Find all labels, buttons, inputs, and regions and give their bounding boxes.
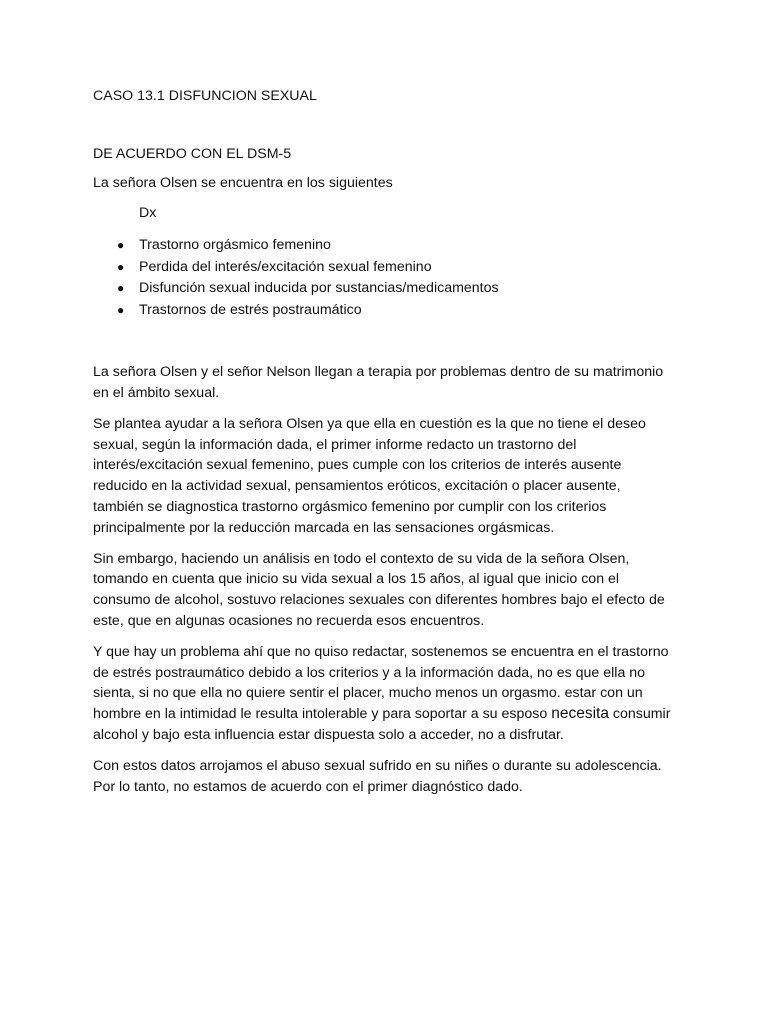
- diagnosis-list: [93, 235, 673, 321]
- diagnosis-text: Perdida del interés/excitación sexual femenino: [139, 258, 432, 275]
- paragraph: Sin embargo, haciendo un análisis en todo el contexto de su vida de la señora Olsen, tomando en cuenta que inicio su vida sexual a los 15 años, al igual que inicio con el consumo de alcohol, sostuvo relaciones sexuales con diferentes hombres bajo el efecto de este, que en algunas ocasiones no recuerda esos encuentros.: [93, 550, 665, 629]
- paragraph-text: consumir alcohol y bajo esta influencia estar dispuesta solo a acceder, no a disfrutar.: [93, 706, 671, 743]
- document-subtitle: DE ACUERDO CON EL DSM-5: [93, 145, 292, 162]
- document-page: [93, 86, 673, 807]
- intro-text: La señora Olsen se encuentra en los siguientes: [93, 174, 393, 191]
- diagnosis-text: Disfunción sexual inducida por sustancias/medicamentos: [139, 280, 499, 297]
- paragraph: [93, 642, 673, 746]
- diagnosis-text: Trastornos de estrés postraumático: [139, 301, 362, 318]
- diagnosis-text: Trastorno orgásmico femenino: [139, 237, 331, 254]
- paragraph-emphasis: necesita: [551, 705, 609, 723]
- paragraph: Se plantea ayudar a la señora Olsen ya que ella en cuestión es la que no tiene el deseo sexual, según la información dada, el primer informe redacto un trastorno del interés/excitación sexual femenino, pues cumple con los criterios de interés ausente reducido en la actividad sexual, pensamientos eróticos, excitación o placer ausente, también se diagnostica trastorno orgásmico femenino por cumplir con los criterios principalmente por la reducción marcada en las sensaciones orgásmicas.: [93, 415, 646, 536]
- bullet-icon: ●: [117, 281, 125, 296]
- bullet-icon: ●: [117, 302, 125, 317]
- document-title: CASO 13.1 DISFUNCION SEXUAL: [93, 88, 317, 104]
- diagnosis-item: [93, 300, 673, 322]
- dx-label: Dx: [139, 205, 157, 222]
- diagnosis-item: [93, 235, 673, 257]
- bullet-icon: ●: [117, 259, 125, 274]
- diagnosis-item: [93, 257, 673, 279]
- bullet-icon: ●: [117, 238, 125, 253]
- paragraph-text: Y que hay un problema ahí que no quiso redactar, sostenemos se encuentra en el trastorno de estrés postraumático debido a los criterios y a la información dada, no es que ella no sienta, si no que ella no quiere sentir el placer, mucho menos un orgasmo. estar con un hombre en la intimidad le resulta intolerable y para soportar a su esposo: [93, 643, 669, 723]
- paragraph: Con estos datos arrojamos el abuso sexual sufrido en su niñes o durante su adolescencia. Por lo tanto, no estamos de acuerdo con el primer diagnóstico dado.: [93, 757, 662, 795]
- diagnosis-item: [93, 278, 673, 300]
- paragraph: La señora Olsen y el señor Nelson llegan a terapia por problemas dentro de su matrimonio en el ámbito sexual.: [93, 364, 664, 401]
